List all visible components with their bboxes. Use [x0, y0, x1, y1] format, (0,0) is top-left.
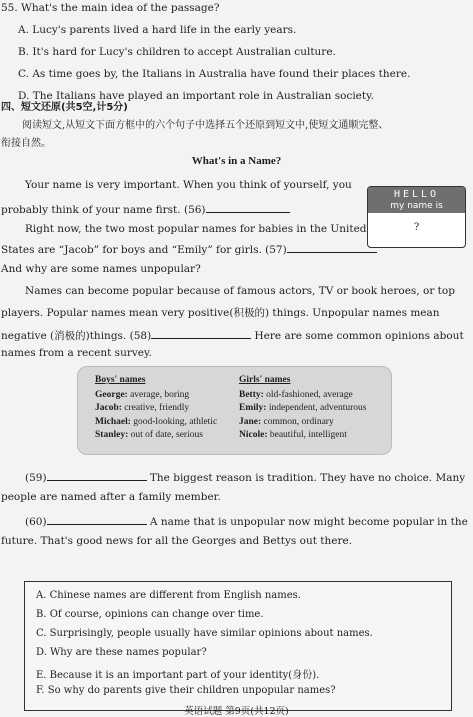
choice-e: E. Because it is an important part of your identity(身份).	[36, 670, 320, 681]
p1-line2	[1, 200, 290, 217]
section-heading: 四、短文还原(共5空,计5分)	[1, 102, 128, 113]
blank-58[interactable]	[151, 326, 251, 339]
blank-59-label: (59)	[25, 472, 47, 484]
p3-text-b: Here are some common opinions about	[254, 330, 464, 342]
p2-line2	[1, 240, 377, 257]
p1-text: probably think of your name first.	[1, 204, 181, 216]
q55-option-a: A. Lucy's parents lived a hard life in the early years.	[18, 24, 297, 36]
p5-text: A name that is unpopular now might become popular in the	[149, 516, 468, 528]
girls-name-row: Jane: common, ordinary	[239, 416, 334, 427]
blank-60[interactable]	[47, 512, 147, 525]
p4-line2: people are named after a family member.	[1, 491, 221, 503]
q55-option-d: D. The Italians have played an important role in Australian society.	[18, 90, 374, 102]
boys-name-row: George: average, boring	[95, 389, 190, 400]
p3-line3	[1, 326, 464, 343]
p3-text-a: negative (消极的)things.	[1, 330, 127, 342]
choice-f: F. So why do parents give their children unpopular names?	[36, 685, 336, 696]
names-opinion-box	[77, 366, 392, 455]
p5-line1	[25, 512, 468, 529]
page-footer: 英语试题 第9页(共12页)	[184, 706, 289, 717]
p5-line2: future. That's good news for all the Georges and Bettys out there.	[1, 535, 353, 547]
blank-57[interactable]	[287, 240, 377, 253]
p4-text: The biggest reason is tradition. They have no choice. Many	[149, 472, 466, 484]
boys-name-row: Stanley: out of date, serious	[95, 430, 203, 440]
name-question-mark: ?	[413, 222, 420, 233]
choices-box	[24, 581, 452, 711]
hello-name-tag-image	[367, 186, 466, 248]
q55-option-c: C. As time goes by, the Italians in Australia have found their places there.	[18, 68, 411, 80]
section-instruction-line1: 阅读短文,从短文下面方框中的六个句子中选择五个还原到短文中,使短文通顺完整、	[22, 120, 389, 131]
question-55-stem: 55. What's the main idea of the passage?	[1, 2, 220, 14]
blank-58-label: (58)	[129, 330, 152, 342]
choice-a: A. Chinese names are different from English names.	[36, 590, 301, 601]
girls-name-row: Betty: old-fashioned, average	[239, 389, 353, 400]
blank-56-label: (56)	[183, 204, 206, 216]
blank-59[interactable]	[47, 468, 147, 481]
boys-names-header: Boys' names	[95, 375, 146, 385]
blank-56[interactable]	[206, 200, 290, 213]
section-instruction-line2: 衔接自然。	[1, 138, 51, 149]
p2-line3: And why are some names unpopular?	[1, 263, 201, 275]
blank-60-label: (60)	[25, 516, 47, 528]
p3-line4: names from a recent survey.	[1, 347, 152, 359]
girls-name-row: Emily: independent, adventurous	[239, 403, 367, 413]
girls-names-column	[239, 374, 366, 443]
my-name-is-label: my name is	[390, 201, 443, 211]
p4-line1	[25, 468, 465, 485]
p3-line2: players. Popular names mean very positive(积极的) things. Unpopular names mean	[1, 307, 440, 319]
passage-title: What's in a Name?	[191, 155, 282, 167]
q55-option-b: B. It's hard for Lucy's children to accept Australian culture.	[18, 46, 336, 58]
boys-names-column	[95, 374, 217, 443]
boys-name-row: Michael: good-looking, athletic	[95, 416, 218, 427]
p3-line1: Names can become popular because of famous actors, TV or book heroes, or top	[25, 285, 455, 297]
hello-label: HELLO	[393, 189, 440, 200]
p2-text: States are “Jacob” for boys and “Emily” for girls.	[1, 244, 262, 256]
choice-b: B. Of course, opinions can change over time.	[36, 609, 264, 620]
choice-d: D. Why are these names popular?	[36, 647, 207, 658]
girls-names-header: Girls' names	[239, 375, 291, 385]
blank-57-label: (57)	[265, 244, 287, 256]
choice-c: C. Surprisingly, people usually have similar opinions about names.	[36, 628, 373, 639]
p1-line1: Your name is very important. When you think of yourself, you	[25, 179, 352, 191]
p2-line1: Right now, the two most popular names for babies in the United	[25, 223, 367, 235]
boys-name-row: Jacob: creative, friendly	[95, 403, 190, 413]
girls-name-row: Nicole: beautiful, intelligent	[239, 430, 347, 440]
